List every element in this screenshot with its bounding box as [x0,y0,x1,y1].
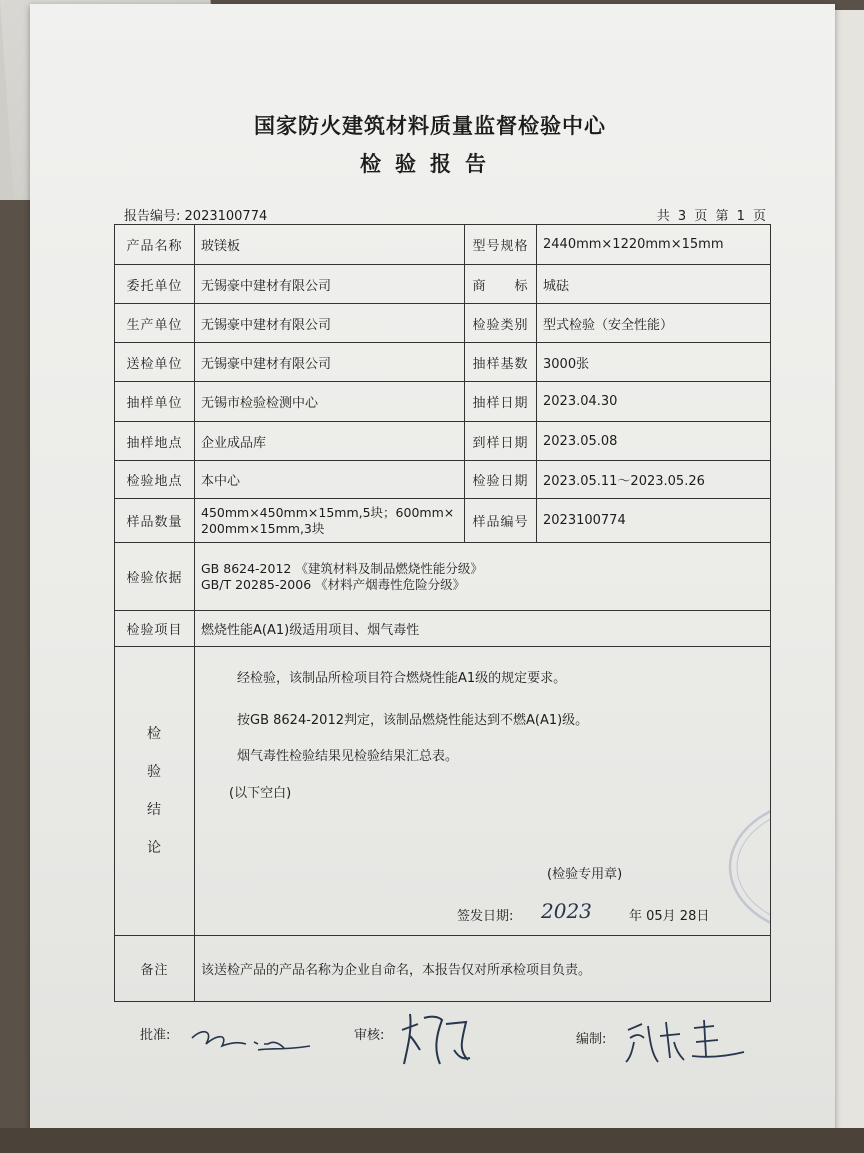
table-row [115,543,771,611]
conclusion-content [195,647,771,936]
remarks-value: 该送检产品的产品名称为企业自命名，本报告仅对所承检项目负责。 [195,936,771,1002]
issue-date-year: 2023 [541,899,592,923]
arrival-date-value: 2023.05.08 [537,422,771,461]
conclusion-line-2: 按GB 8624-2012判定，该制品燃烧性能达到不燃A(A1)级。 [237,713,589,728]
trademark-value: 城砝 [537,265,771,304]
issue-date-label: 签发日期: [457,909,514,924]
conclusion-label-chars [117,715,192,867]
conclusion-label-char: 结 [147,802,162,818]
arrival-date-label: 到样日期 [465,422,537,461]
compile-signature [620,1012,750,1068]
sampling-base-value: 3000张 [537,343,771,382]
test-type-value: 型式检验（安全性能） [537,304,771,343]
conclusion-label-char: 检 [147,726,162,742]
inspection-stamp-label: (检验专用章) [547,867,623,882]
table-surface [0,1128,864,1153]
conclusion-line-4: (以下空白) [229,786,292,801]
test-items-label: 检验项目 [115,611,195,647]
product-name-label: 产品名称 [115,225,195,265]
conclusion-label-char: 验 [147,764,162,780]
test-basis-label: 检验依据 [115,543,195,611]
manufacturer-label: 生产单位 [115,304,195,343]
approve-signature [188,1020,318,1060]
table-row [115,611,771,647]
sample-number-value: 2023100774 [537,499,771,543]
report-number [124,205,267,224]
test-date-label: 检验日期 [465,461,537,499]
conclusion-body [195,647,770,935]
compile-label: 编制: [576,1032,607,1047]
product-name-value: 玻镁板 [195,225,465,265]
report-title: 国家防火建筑材料质量监督检验中心 [254,114,606,138]
test-place-value: 本中心 [195,461,465,499]
sampling-date-value: 2023.04.30 [537,382,771,422]
conclusion-label-char: 论 [147,840,162,856]
table-row [115,499,771,543]
client-label: 委托单位 [115,265,195,304]
inspection-seal [715,787,771,936]
approve-label: 批准: [140,1028,171,1043]
review-label: 审核: [354,1028,385,1043]
review-signature [396,1006,476,1072]
sample-number-label: 样品编号 [465,499,537,543]
test-basis-line-1: GB 8624-2012 《建筑材料及制品燃烧性能分级》 [201,560,483,576]
table-row [115,461,771,499]
report-form-table [114,224,771,1002]
test-type-label: 检验类别 [465,304,537,343]
table-row [115,265,771,304]
sampling-date-label: 抽样日期 [465,382,537,422]
sampler-value: 无锡市检验检测中心 [195,382,465,422]
report-number-label: 报告编号: [124,209,181,224]
test-date-value: 2023.05.11～2023.05.26 [537,461,771,499]
sample-quantity-label: 样品数量 [115,499,195,543]
model-spec-label: 型号规格 [465,225,537,265]
report-subtitle: 检验报告 [360,152,500,176]
test-basis-value [195,543,771,611]
sampling-base-label: 抽样基数 [465,343,537,382]
table-row [115,936,771,1002]
conclusion-line-3: 烟气毒性检验结果见检验结果汇总表。 [237,749,459,764]
table-row [115,647,771,936]
sample-quantity-line-1: 450mm×450mm×15mm,5块；600mm× [201,504,455,520]
remarks-label: 备注 [115,936,195,1002]
test-basis-line-2: GB/T 20285-2006 《材料产烟毒性危险分级》 [201,576,466,592]
report-number-value: 2023100774 [184,209,268,224]
sample-quantity-line-2: 200mm×15mm,3块 [201,520,325,536]
client-value: 无锡豪中建材有限公司 [195,265,465,304]
table-row [115,382,771,422]
issue-date-rest: 年 05月 28日 [629,909,710,924]
sampling-place-label: 抽样地点 [115,422,195,461]
model-spec-value: 2440mm×1220mm×15mm [537,225,771,265]
table-row [115,422,771,461]
trademark-label: 商 标 [465,265,537,304]
table-row [115,225,771,265]
sampler-label: 抽样单位 [115,382,195,422]
table-row [115,343,771,382]
conclusion-label [115,647,195,936]
test-place-label: 检验地点 [115,461,195,499]
conclusion-line-1: 经检验，该制品所检项目符合燃烧性能A1级的规定要求。 [237,671,567,686]
page-info: 共 3 页 第 1 页 [656,209,766,224]
table-row [115,304,771,343]
sample-quantity-value [195,499,465,543]
manufacturer-value: 无锡豪中建材有限公司 [195,304,465,343]
test-items-value: 燃烧性能A(A1)级适用项目、烟气毒性 [195,611,771,647]
sampling-place-value: 企业成品库 [195,422,465,461]
submitter-label: 送检单位 [115,343,195,382]
submitter-value: 无锡豪中建材有限公司 [195,343,465,382]
